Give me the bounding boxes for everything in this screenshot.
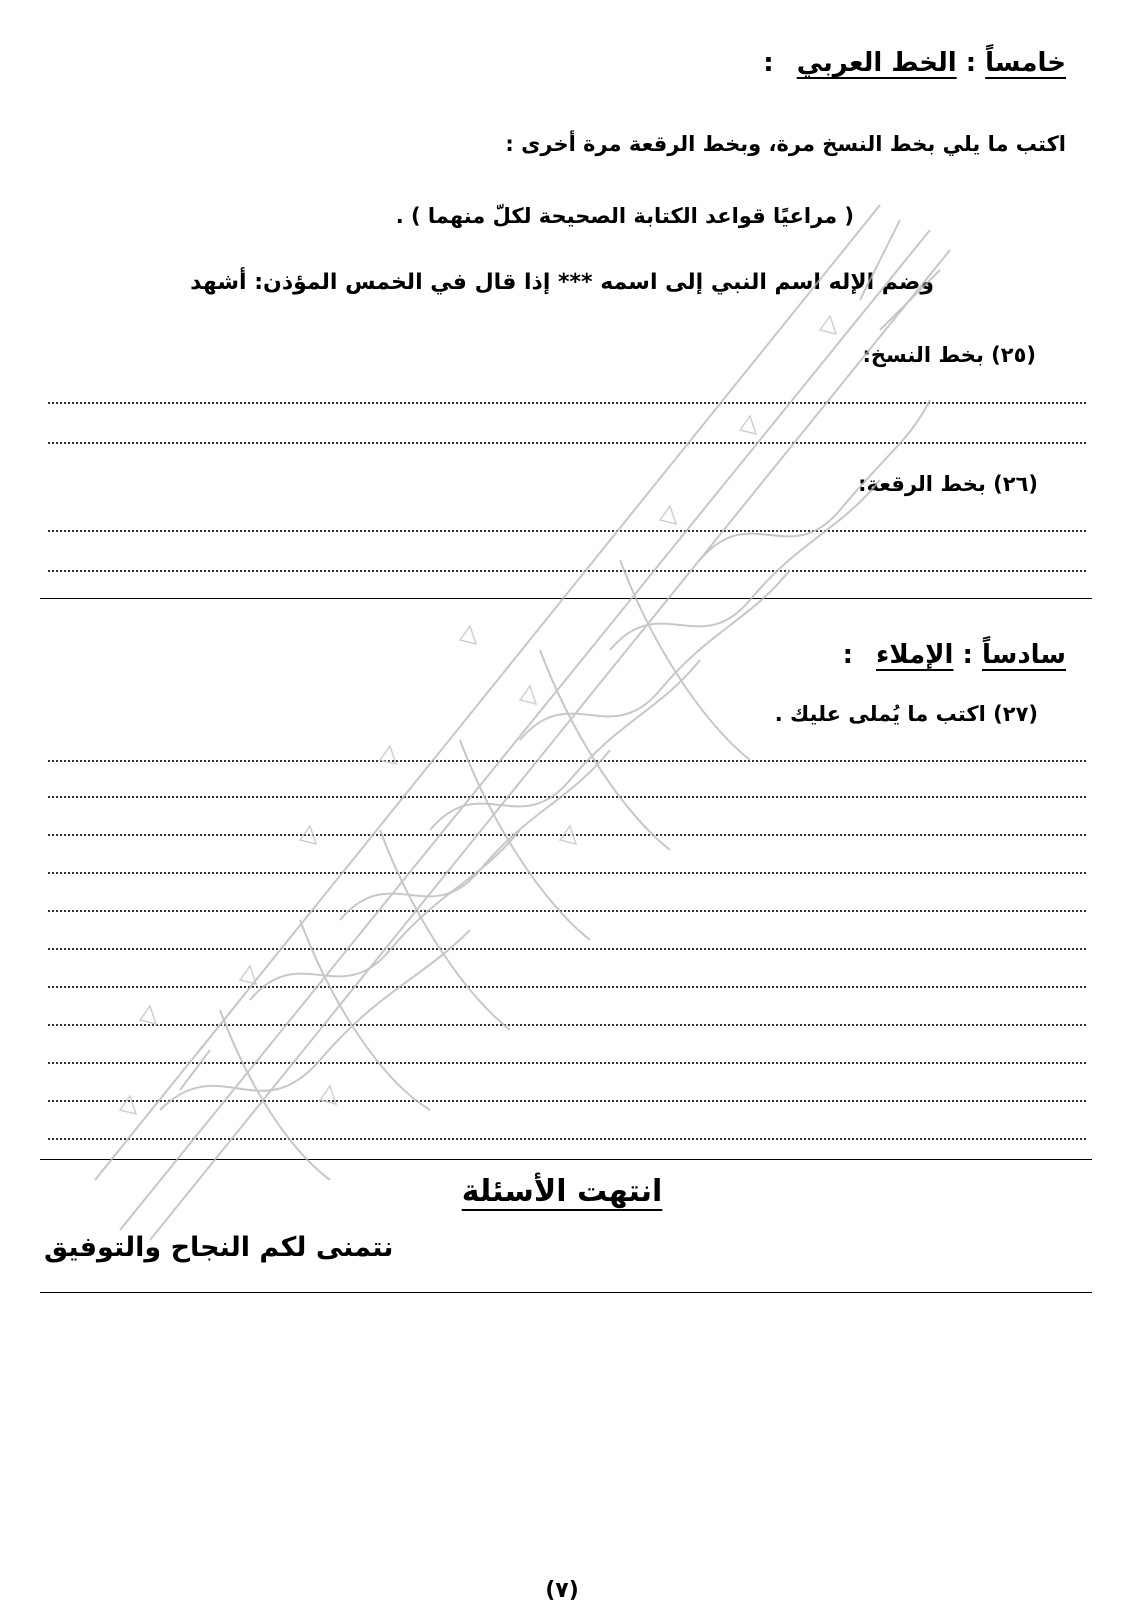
question-26-label: (٢٦) بخط الرقعة: bbox=[858, 472, 1038, 496]
answer-line[interactable] bbox=[48, 986, 1086, 988]
answer-line[interactable] bbox=[48, 530, 1086, 532]
answer-line[interactable] bbox=[48, 796, 1086, 798]
end-title-wrap bbox=[0, 1174, 1124, 1209]
section5-title: الخط العربي bbox=[796, 48, 957, 78]
answer-line[interactable] bbox=[48, 948, 1086, 950]
answer-line[interactable] bbox=[48, 1100, 1086, 1102]
section6-trailing-colon: : bbox=[842, 640, 853, 670]
section6-separator: : bbox=[962, 640, 973, 670]
answer-line[interactable] bbox=[48, 402, 1086, 404]
question-27-label: (٢٧) اكتب ما يُملى عليك . bbox=[774, 702, 1038, 726]
section5-note: ( مراعيًا قواعد الكتابة الصحيحة لكلّ منهما ) . bbox=[395, 204, 854, 228]
answer-line[interactable] bbox=[48, 1062, 1086, 1064]
section5-instruction: اكتب ما يلي بخط النسخ مرة، وبخط الرقعة مرة أخرى : bbox=[505, 132, 1066, 156]
section-divider bbox=[40, 598, 1092, 599]
section6-number: سادساً bbox=[981, 640, 1066, 670]
answer-line[interactable] bbox=[48, 760, 1086, 762]
section6-heading bbox=[843, 640, 1066, 670]
section6-title: الإملاء bbox=[876, 640, 954, 670]
closing-wish: نتمنى لكم النجاح والتوفيق bbox=[44, 1232, 394, 1263]
answer-line[interactable] bbox=[48, 1024, 1086, 1026]
answer-line[interactable] bbox=[48, 442, 1086, 444]
section5-trailing-colon: : bbox=[763, 48, 774, 78]
section-divider bbox=[40, 1159, 1092, 1160]
section5-verse: وضم الإله اسم النبي إلى اسمه *** إذا قال في الخمس المؤذن: أشهد bbox=[190, 270, 934, 295]
section5-number: خامساً bbox=[985, 48, 1066, 78]
answer-line[interactable] bbox=[48, 834, 1086, 836]
section-divider bbox=[40, 1292, 1092, 1293]
end-title: انتهت الأسئلة bbox=[461, 1174, 663, 1209]
question-25-label: (٢٥) بخط النسخ: bbox=[862, 343, 1036, 367]
page-number: (٧) bbox=[545, 1578, 579, 1603]
answer-line[interactable] bbox=[48, 1138, 1086, 1140]
section5-separator: : bbox=[965, 48, 977, 78]
answer-line[interactable] bbox=[48, 872, 1086, 874]
answer-line[interactable] bbox=[48, 570, 1086, 572]
section5-heading bbox=[763, 48, 1066, 78]
answer-line[interactable] bbox=[48, 910, 1086, 912]
